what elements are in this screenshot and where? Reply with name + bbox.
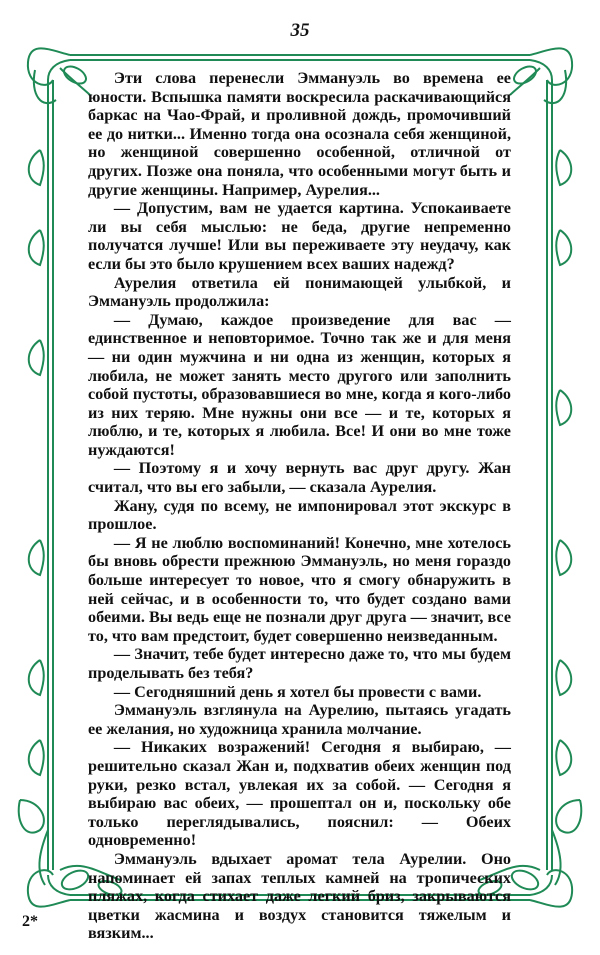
page-number: 35 bbox=[290, 20, 310, 41]
paragraph: Эммануэль вдыхает аромат тела Аурелии. Оно напоминает ей запах теплых камней на тропических пляжах, когда стихает даже легкий бриз, закрываются цветки жасмина и воздух становится тяжелым и вязким... bbox=[88, 849, 511, 943]
side-leaves-left bbox=[29, 150, 44, 775]
paragraph: — Значит, тебе будет интересно даже то, что мы будем проделывать без тебя? bbox=[88, 645, 511, 682]
paragraph: — Я не люблю воспоминаний! Конечно, мне хотелось бы вновь обрести прежнюю Эммануэль, но меня гораздо больше интересует то новое, что я смогу обнаружить в ней сейчас, и в особенности то, что будет создано вами обеими. Вы ведь еще не познали друг друга — значит, все то, что вам предстоит, будет совершенно неизведанным. bbox=[88, 533, 511, 645]
paragraph: — Допустим, вам не удается картина. Успокаиваете ли вы себя мыслью: не беда, другие непременно получатся лучше! Или вы переживаете эту неудачу, как если бы это было крушением всех ваших надежд? bbox=[88, 199, 511, 273]
paragraph: — Поэтому я и хочу вернуть вас друг другу. Жан считал, что вы его забыли, — сказала Аурелия. bbox=[88, 459, 511, 497]
paragraph: — Думаю, каждое произведение для вас — единственное и неповторимое. Точно так же и для меня — ни один мужчина и ни одна из женщин, которых я любила, не может занять место другого или заполнить собой пустоты, образовавшиеся во мне, когда я кого-либо из них теряю. Мне нужны они все — и те, которых я люблю, и те, которых я любила. Все! И они во мне тоже нуждаются! bbox=[88, 310, 511, 459]
corner-ornament-top-left bbox=[28, 48, 90, 103]
paragraph: Жану, судя по всему, не импонировал этот экскурс в прошлое. bbox=[88, 496, 511, 534]
paragraph: Эммануэль взглянула на Аурелию, пытаясь угадать ее желания, но художница хранила молчание. bbox=[88, 701, 511, 738]
side-leaves-right bbox=[556, 150, 571, 775]
paragraph: Аурелия ответила ей понимающей улыбкой, и Эммануэль продолжила: bbox=[88, 273, 511, 311]
printer-signature: 2* bbox=[22, 913, 38, 930]
corner-ornament-top-right bbox=[510, 48, 572, 103]
paragraph: Эти слова перенесли Эммануэль во времена ее юности. Вспышка памяти воскресила раскачивающийся баркас на Чао-Фрай, и проливной дождь, промочивший ее до нитки... Именно тогда она осознала себя женщиной, но женщиной совершенно особенной, отличной от других. Позже она поняла, что особенными могут быть и другие женщины. Например, Аурелия... bbox=[88, 69, 511, 199]
paragraph: — Никаких возражений! Сегодня я выбираю, — решительно сказал Жан и, подхватив обеих женщин под руки, резко встал, увлекая их за собой. — Сегодня я выбираю вас обеих, — прошептал он и, поскольку обе только переглядывались, пояснил: — Обеих одновременно! bbox=[88, 738, 511, 850]
paragraph: — Сегодняшний день я хотел бы провести с вами. bbox=[113, 682, 482, 701]
text-body bbox=[88, 69, 511, 943]
